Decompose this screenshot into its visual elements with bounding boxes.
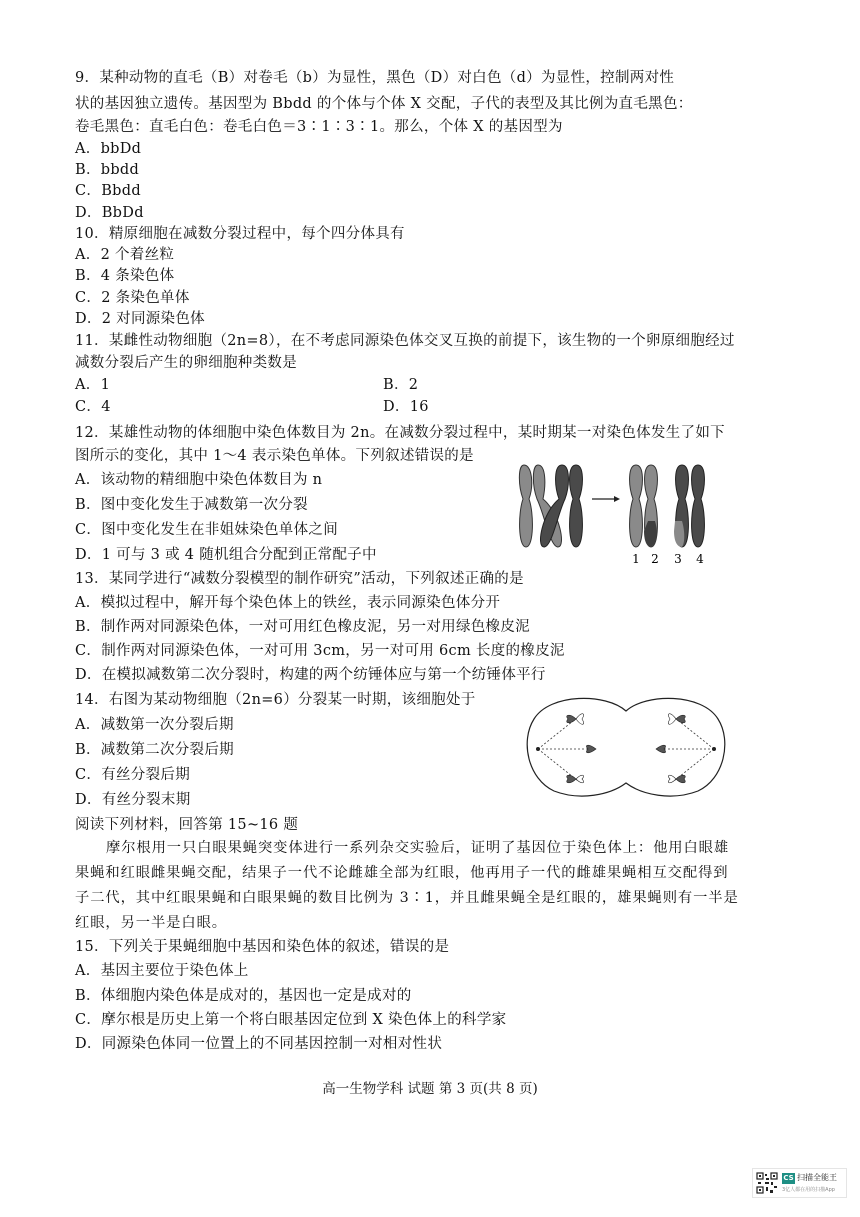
question-11-option-a: A．1 [75, 377, 111, 393]
question-13-stem: 13．某同学进行“减数分裂模型的制作研究”活动，下列叙述正确的是 [75, 571, 524, 587]
question-9-stem-line-2: 状的基因独立遗传。基因型为 Bbdd 的个体与个体 X 交配，子代的表型及其比例为直毛黑色： [75, 96, 693, 112]
question-11-stem-line-1: 11．某雌性动物细胞（2n=8），在不考虑同源染色体交叉互换的前提下，该生物的一个卵原细胞经过 [75, 333, 735, 349]
question-10-option-b: B．4 条染色体 [75, 268, 175, 284]
passage-line-3: 子二代，其中红眼果蝇和白眼果蝇的数目比例为 3∶1，并且雌果蝇全是红眼的，雄果蝇则有一半是 [75, 890, 739, 906]
cs-logo: CS [783, 1174, 794, 1182]
question-12-stem-line-2: 图所示的变化，其中 1～4 表示染色单体。下列叙述错误的是 [75, 448, 474, 464]
chromatids-after [630, 465, 705, 547]
scanner-app-name: 扫描全能王 [797, 1173, 837, 1182]
question-15-option-d: D．同源染色体同一位置上的不同基因控制一对相对性状 [75, 1036, 443, 1052]
question-15-option-a: A．基因主要位于染色体上 [75, 963, 249, 979]
chromatid-label-2: 2 [651, 552, 659, 565]
question-14-option-b: B．减数第二次分裂后期 [75, 742, 234, 758]
question-15-option-c: C．摩尔根是历史上第一个将白眼基因定位到 X 染色体上的科学家 [75, 1012, 507, 1028]
arrow-head [614, 496, 620, 502]
question-12-option-d: D．1 可与 3 或 4 随机组合分配到正常配子中 [75, 547, 377, 563]
reading-intro: 阅读下列材料，回答第 15~16 题 [75, 817, 299, 833]
question-10-option-c: C．2 条染色单体 [75, 290, 190, 306]
question-9-option-c: C．Bbdd [75, 183, 141, 199]
homologous-pair-before [519, 465, 582, 547]
question-14-option-a: A．减数第一次分裂后期 [75, 717, 234, 733]
question-11-option-d: D．16 [383, 399, 429, 415]
scanner-watermark [752, 1168, 847, 1198]
question-10-stem: 10．精原细胞在减数分裂过程中，每个四分体具有 [75, 226, 405, 242]
chromatid-label-3: 3 [674, 552, 682, 565]
question-10-option-d: D．2 对同源染色体 [75, 311, 205, 327]
question-11-stem-line-2: 减数分裂后产生的卵细胞种类数是 [75, 355, 297, 371]
question-13-option-a: A．模拟过程中，解开每个染色体上的铁丝，表示同源染色体分开 [75, 595, 501, 611]
question-14-stem: 14．右图为某动物细胞（2n=6）分裂某一时期，该细胞处于 [75, 692, 476, 708]
question-13-option-b: B．制作两对同源染色体，一对可用红色橡皮泥，另一对用绿色橡皮泥 [75, 619, 530, 635]
question-14-option-c: C．有丝分裂后期 [75, 767, 190, 783]
dividing-cell-figure [524, 697, 728, 797]
chromatid-label-4: 4 [696, 552, 704, 565]
question-11-option-c: C．4 [75, 399, 111, 415]
left-centriole [536, 747, 540, 751]
question-15-stem: 15．下列关于果蝇细胞中基因和染色体的叙述，错误的是 [75, 939, 450, 955]
question-9-option-b: B．bbdd [75, 162, 140, 178]
crossing-over-figure [510, 455, 735, 565]
page-footer: 高一生物学科 试题 第 3 页(共 8 页) [322, 1081, 538, 1097]
question-12-option-c: C．图中变化发生在非姐妹染色单体之间 [75, 522, 338, 538]
question-13-option-d: D．在模拟减数第二次分裂时，构建的两个纺锤体应与第一个纺锤体平行 [75, 667, 546, 683]
question-12-option-b: B．图中变化发生于减数第一次分裂 [75, 497, 308, 513]
question-9-option-d: D．BbDd [75, 205, 144, 221]
question-10-option-a: A．2 个着丝粒 [75, 247, 175, 263]
question-13-option-c: C．制作两对同源染色体，一对可用 3cm，另一对可用 6cm 长度的橡皮泥 [75, 643, 565, 659]
right-centriole [712, 747, 716, 751]
passage-line-2: 果蝇和红眼雌果蝇交配，结果子一代不论雌雄全部为红眼，他再用子一代的雌雄果蝇相互交配得到 [75, 865, 729, 881]
qr-code-icon [756, 1172, 778, 1194]
cell-outline [527, 698, 725, 796]
chromatid-label-1: 1 [632, 552, 640, 565]
question-9-stem-line-1: 9．某种动物的直毛（B）对卷毛（b）为显性，黑色（D）对白色（d）为显性，控制两对性 [75, 70, 675, 86]
question-14-option-d: D．有丝分裂末期 [75, 792, 191, 808]
question-12-option-a: A．该动物的精细胞中染色体数目为 n [75, 472, 323, 488]
passage-line-1: 摩尔根用一只白眼果蝇突变体进行一系列杂交实验后，证明了基因位于染色体上：他用白眼雄 [106, 840, 730, 856]
question-9-stem-line-3: 卷毛黑色：直毛白色：卷毛白色＝3∶1∶3∶1。那么，个体 X 的基因型为 [75, 119, 563, 135]
question-12-stem-line-1: 12．某雄性动物的体细胞中染色体数目为 2n。在减数分裂过程中，某时期某一对染色体发生了如下 [75, 425, 725, 441]
question-15-option-b: B．体细胞内染色体是成对的，基因也一定是成对的 [75, 988, 412, 1004]
question-9-option-a: A．bbDd [75, 141, 142, 157]
passage-line-4: 红眼，另一半是白眼。 [75, 915, 227, 931]
scanner-tagline: 3亿人都在用的扫描App [782, 1187, 835, 1193]
question-11-option-b: B．2 [383, 377, 419, 393]
